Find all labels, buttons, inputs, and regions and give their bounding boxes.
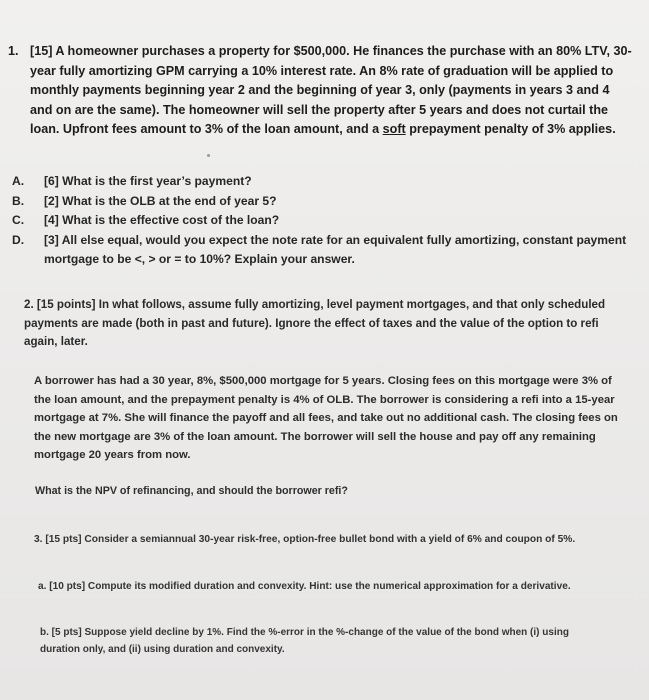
question-1-number: 1.: [8, 44, 19, 58]
question-1: [8, 42, 633, 140]
subquestion-b: B. [2] What is the OLB at the end of year 5?: [12, 193, 277, 208]
question-3-part-a: a. [10 pts] Compute its modified duration and convexity. Hint: use the numerical approximation for a derivative.: [38, 581, 571, 592]
question-3-part-b: b. [5 pts] Suppose yield decline by 1%. Find the %-error in the %-change of the value of the bond when (i) using duration only, and (ii) using duration and convexity.: [40, 627, 569, 655]
question-2-question: What is the NPV of refinancing, and should the borrower refi?: [35, 485, 348, 497]
subquestion-d: D. [3] All else equal, would you expect the note rate for an equivalent fully amortizing, constant payment mortgage to be <, > or = to 10%? Explain your answer.: [12, 232, 627, 267]
subquestion-c: C. [4] What is the effective cost of the loan?: [12, 213, 280, 228]
stray-dot-mark: [207, 154, 210, 157]
question-1-text: [15] A homeowner purchases a property for $500,000. He finances the purchase with an 80% LTV, 30-year fully amortizing GPM carrying a 10% interest rate. An 8% rate of graduation will be applied to monthly payments beginning year 2 and the beginning of year 3, only (payments in years 3 and 4 and on are the same). The homeowner will sell the property after 5 years and does not curtail the loan. Upfront fees amount to 3% of the loan amount, and a soft prepayment penalty of 3% applies.: [30, 44, 632, 136]
subquestion-a: A. [6] What is the first year’s payment?: [12, 174, 252, 188]
question-2-intro: 2. [15 points] In what follows, assume fully amortizing, level payment mortgages, and that only scheduled payments are made (both in past and future). Ignore the effect of taxes and the value of the option to refi again, later.: [24, 298, 606, 349]
underlined-soft: soft: [382, 122, 406, 136]
question-1-subquestions: [12, 172, 627, 270]
question-2-scenario: A borrower has had a 30 year, 8%, $500,000 mortgage for 5 years. Closing fees on this mortgage were 3% of the loan amount, and the prepayment penalty is 4% of OLB. The borrower is considering a refi into a 15-year mortgage at 7%. She will finance the payoff and all fees, and take out no additional cash. The closing fees on the new mortgage are 3% of the loan amount. The borrower will sell the house and pay off any remaining mortgage 20 years from now.: [34, 375, 618, 462]
question-3-intro: 3. [15 pts] Consider a semiannual 30-year risk-free, option-free bullet bond with a yield of 6% and coupon of 5%.: [34, 534, 576, 545]
